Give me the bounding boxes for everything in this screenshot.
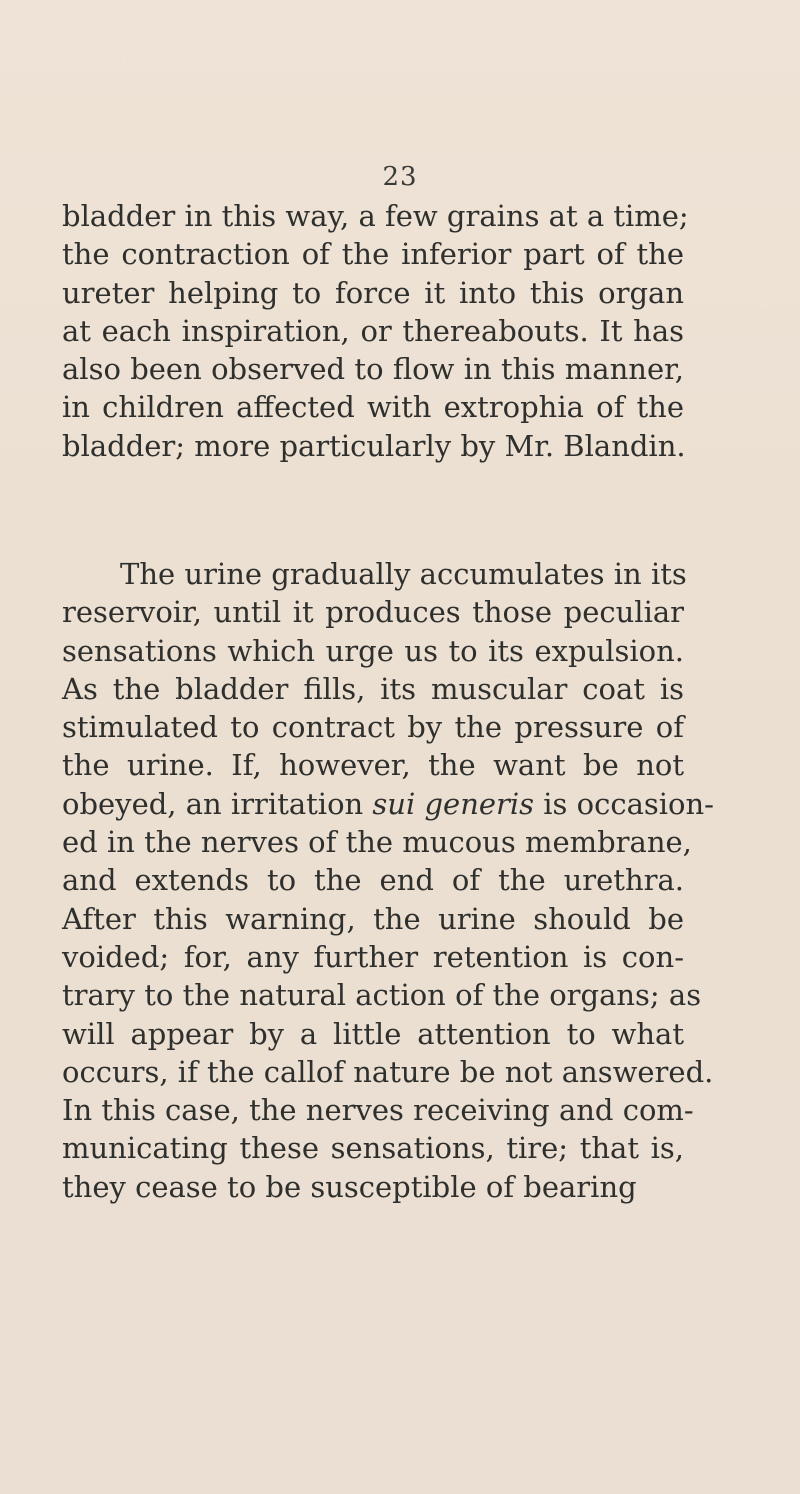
text-line: bladder in this way, a few grains at a time; — [62, 199, 689, 233]
text-line: reservoir, until it produces those peculiar — [62, 595, 684, 630]
text-line: occurs, if the callof nature be not answered. — [62, 1054, 714, 1089]
text-line: will appear by a little attention to what — [62, 1016, 684, 1051]
text-fragment: is occasion- — [534, 786, 714, 821]
text-line: also been observed to flow in this manner, — [62, 352, 684, 387]
italic-phrase: sui generis — [372, 786, 535, 821]
text-line: the urine. If, however, the want be not — [62, 748, 684, 783]
text-line: and extends to the end of the urethra. — [62, 863, 684, 898]
text-line: ed in the nerves of the mucous membrane, — [62, 825, 692, 860]
text-line: The urine gradually accumulates in its — [120, 557, 687, 591]
text-line: the contraction of the inferior part of the — [62, 237, 684, 272]
paragraph-1 — [62, 197, 689, 465]
text-line: stimulated to contract by the pressure of — [62, 710, 684, 745]
text-line-with-italic — [62, 785, 714, 823]
text-fragment: obeyed, an irritation — [62, 786, 373, 821]
text-line: they cease to be susceptible of bearing — [62, 1169, 637, 1204]
text-line: municating these sensations, tire; that is, — [62, 1131, 684, 1166]
text-line: in children affected with extrophia of the — [62, 390, 684, 425]
text-line: ureter helping to force it into this organ — [62, 275, 684, 310]
page-number: 23 — [382, 162, 418, 192]
text-line: bladder; more particularly by Mr. Blandin. — [62, 428, 686, 463]
text-line: at each inspiration, or thereabouts. It has — [62, 313, 684, 348]
text-line: As the bladder fills, its muscular coat is — [62, 671, 684, 706]
text-line: sensations which urge us to its expulsion. — [62, 633, 684, 668]
text-line: After this warning, the urine should be — [62, 901, 684, 936]
text-line: trary to the natural action of the organs; as — [62, 978, 702, 1013]
paragraph-2 — [62, 555, 714, 1206]
text-line: In this case, the nerves receiving and com- — [62, 1093, 694, 1128]
text-line: voided; for, any further retention is con- — [62, 939, 684, 974]
